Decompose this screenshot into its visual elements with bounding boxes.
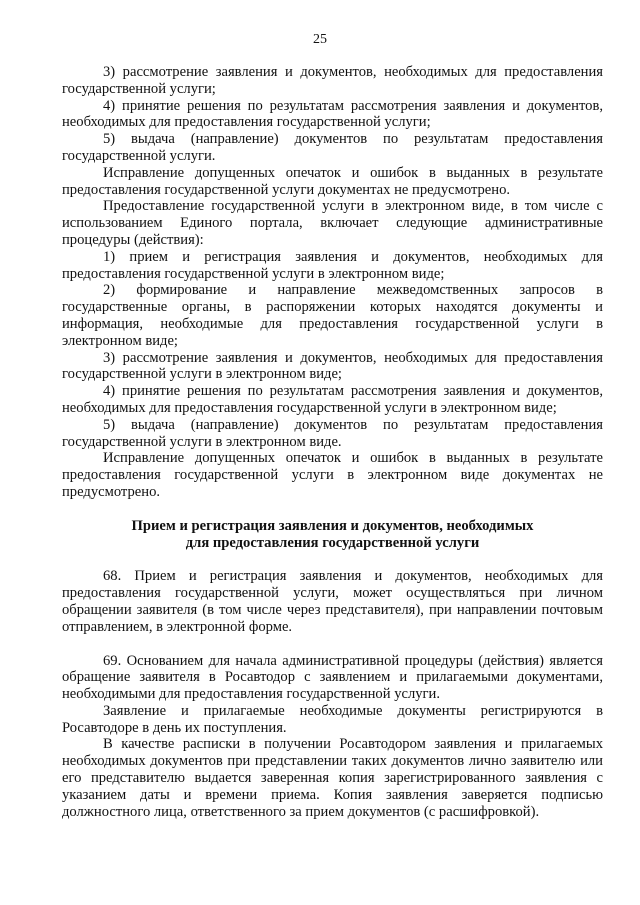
page-number: 25 xyxy=(313,32,327,47)
paragraph: Заявление и прилагаемые необходимые документы регистрируются в Росавтодоре в день их поступления. xyxy=(62,702,603,736)
paragraph: 5) выдача (направление) документов по результатам предоставления государственной услуги в электронном виде. xyxy=(62,416,603,450)
paragraph: Исправление допущенных опечаток и ошибок в выданных в результате предоставления государственной услуги в электронном виде документах не предусмотрено. xyxy=(62,450,603,500)
paragraph: 5) выдача (направление) документов по результатам предоставления государственной услуги. xyxy=(62,131,603,164)
paragraph: 3) рассмотрение заявления и документов, необходимых для предоставления государственной услуги; xyxy=(62,64,603,97)
document-body xyxy=(62,64,603,820)
paragraph: Предоставление государственной услуги в электронном виде, в том числе с использованием Единого портала, включает следующие административные процедуры (действия): xyxy=(62,198,603,248)
paragraph: 3) рассмотрение заявления и документов, необходимых для предоставления государственной услуги в электронном виде; xyxy=(62,349,603,383)
paragraph: В качестве расписки в получении Росавтодором заявления и прилагаемых необходимых документов при представлении таких документов лично заявителю или его представителю выдается заверенная копия зарегистрированного заявления с указанием даты и времени приема. Копия заявления заверяется подписью должностного лица, ответственного за прием документов (с расшифровкой). xyxy=(62,736,603,820)
section-heading-line-2: для предоставления государственной услуги xyxy=(185,534,480,551)
paragraph: 4) принятие решения по результатам рассмотрения заявления и документов, необходимых для предоставления государственной услуги; xyxy=(62,97,603,131)
paragraph-68: 68. Прием и регистрация заявления и документов, необходимых для предоставления государственной услуги, может осуществляться при личном обращении заявителя (в том числе через представителя), при направлении почтовым отправлением, в электронной форме. xyxy=(62,568,603,635)
paragraph: 2) формирование и направление межведомственных запросов в государственные органы, в распоряжении которых находятся документы и информация, необходимые для предоставления государственной услуги в электронном виде; xyxy=(62,282,603,349)
paragraph-69: 69. Основанием для начала административной процедуры (действия) является обращение заявителя в Росавтодор с заявлением и прилагаемыми документами, необходимыми для предоставления государственной услуги. xyxy=(62,652,603,703)
section-heading xyxy=(62,518,603,552)
paragraph: 1) прием и регистрация заявления и документов, необходимых для предоставления государственной услуги в электронном виде; xyxy=(62,248,603,282)
paragraph: 4) принятие решения по результатам рассмотрения заявления и документов, необходимых для предоставления государственной услуги в электронном виде; xyxy=(62,383,603,416)
paragraph: Исправление допущенных опечаток и ошибок в выданных в результате предоставления государственной услуги документах не предусмотрено. xyxy=(62,164,603,198)
section-heading-line-1: Прием и регистрация заявления и документов, необходимых xyxy=(131,517,534,534)
